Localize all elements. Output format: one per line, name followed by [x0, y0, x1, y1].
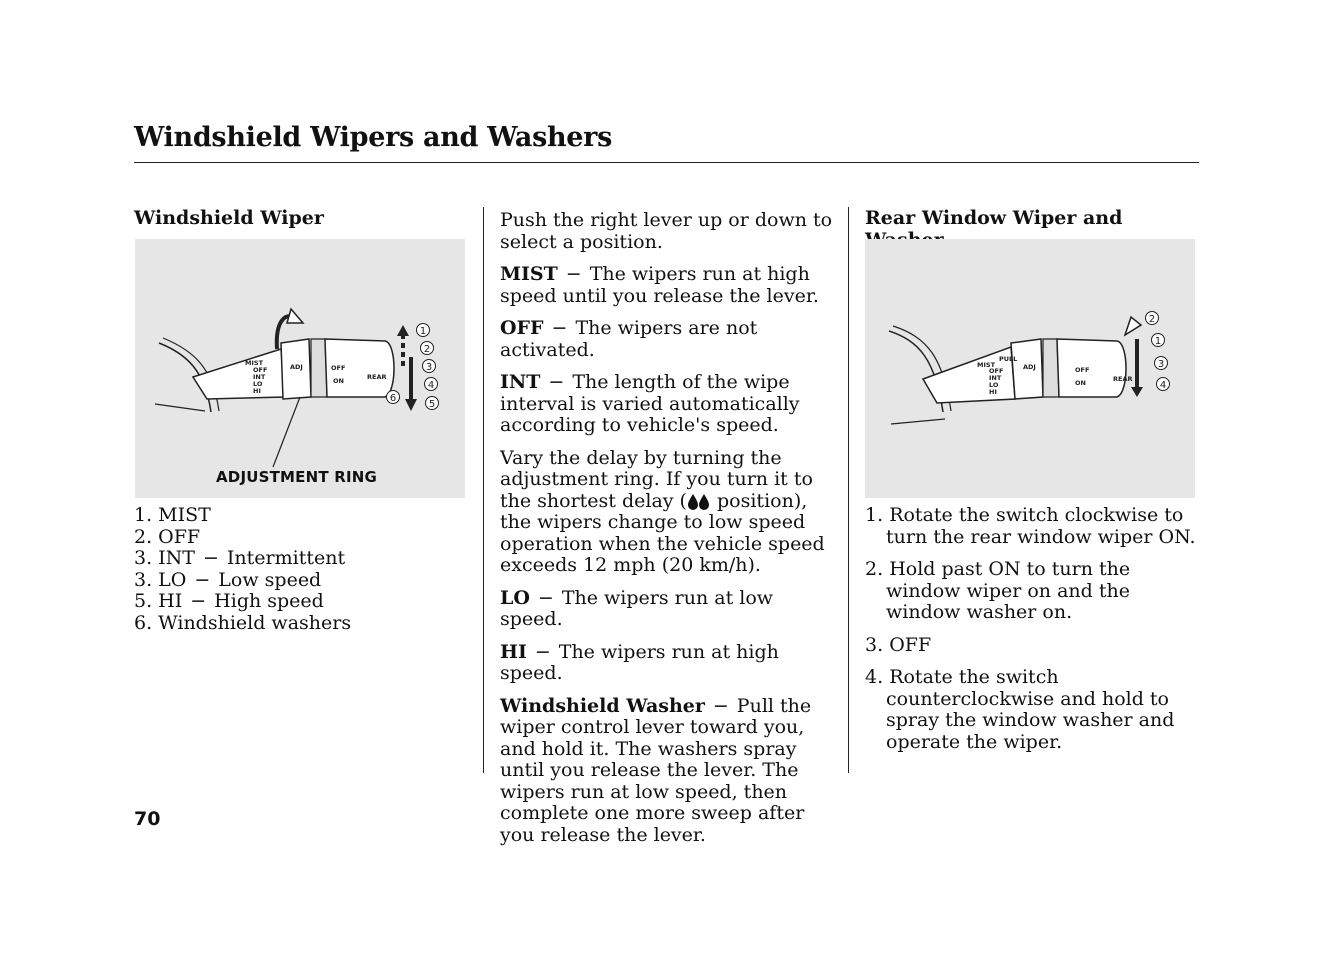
rear-callout-1: 1: [1154, 336, 1162, 347]
rear-lever-label-mist: MIST: [977, 361, 996, 369]
rear-lever-label-pull: PULL: [999, 355, 1018, 363]
rear-lever-label-adj: ADJ: [1023, 363, 1036, 371]
wiper-lever-illustration: [135, 239, 465, 498]
rear-wiper-figure: [865, 239, 1195, 498]
callout-6: 6: [389, 393, 397, 404]
lever-label-off: OFF: [253, 366, 268, 374]
adjustment-ring-label: ADJUSTMENT RING: [216, 468, 378, 486]
windshield-wiper-heading: Windshield Wiper: [134, 207, 324, 229]
lever-label-mist: MIST: [245, 359, 264, 367]
rear-lever-label-lo: LO: [989, 381, 999, 389]
rear-lever-label-off: OFF: [989, 367, 1004, 375]
rear-callout-4: 4: [1159, 380, 1167, 391]
hi-paragraph: HI − The wipers run at high speed.: [500, 640, 779, 684]
lo-paragraph: LO − The wipers run at low speed.: [500, 586, 774, 630]
rear-wiper-list: [865, 505, 1200, 764]
list-item: 3. LO − Low speed: [134, 568, 322, 591]
lever-label-int: INT: [253, 373, 266, 381]
rear-lever-label-off-2: OFF: [1075, 366, 1090, 374]
rear-wiper-heading: Rear Window Wiper and: [865, 207, 1123, 229]
callout-2: 2: [423, 344, 431, 355]
list-item: 2. Hold past ON to turn the window wiper on and the window washer on.: [865, 558, 1131, 623]
rear-lever-label-on: ON: [1075, 379, 1086, 387]
rear-lever-label-rear: REAR: [1113, 375, 1133, 383]
list-item: 1. MIST: [134, 504, 211, 526]
int-paragraph: INT − The length of the wipe interval is varied automatically according to vehicle's speed.: [500, 371, 800, 436]
left-column: [134, 208, 469, 241]
windshield-wiper-list: [134, 505, 469, 634]
lever-label-hi: HI: [253, 387, 261, 395]
vary-paragraph: Vary the delay by turning the adjustment ring. If you turn it to the shortest delay ( position), the wipers change to low speed operation when the vehicle speed exceeds 12 mph (20 km/h).: [500, 446, 825, 576]
rear-callout-2: 2: [1148, 314, 1156, 325]
title-rule: [134, 162, 1199, 163]
list-item: 5. HI − High speed: [134, 590, 324, 612]
off-paragraph: OFF − The wipers are not activated.: [500, 317, 758, 361]
middle-column: [500, 210, 836, 857]
windshield-wiper-figure: [135, 239, 465, 498]
lever-label-rear: REAR: [367, 373, 387, 381]
washer-paragraph: Windshield Washer − Pull the wiper control lever toward you, and hold it. The washers spray until you release the lever. The wipers run at low speed, then complete one more sweep after you release the lever.: [500, 694, 812, 846]
list-item: 3. INT − Intermittent: [134, 547, 346, 569]
rear-lever-label-int: INT: [989, 374, 1002, 382]
column-divider-1: [483, 207, 484, 773]
callout-5: 5: [428, 399, 436, 410]
callout-1: 1: [419, 326, 427, 337]
shortest-delay-icon: [687, 492, 711, 510]
list-item: 3. OFF: [865, 633, 932, 656]
page-title: Windshield Wipers and Washers: [134, 122, 613, 153]
list-item: 2. OFF: [134, 525, 201, 548]
rear-wiper-lever-illustration: [865, 239, 1195, 498]
list-item: 4. Rotate the switch counterclockwise and hold to spray the window washer and operate the wiper.: [865, 666, 1175, 753]
mist-paragraph: MIST − The wipers run at high speed until you release the lever.: [500, 263, 819, 307]
column-divider-2: [848, 207, 849, 773]
rear-callout-3: 3: [1157, 359, 1165, 370]
callout-4: 4: [427, 380, 435, 391]
list-item: 1. Rotate the switch clockwise to turn the rear window wiper ON.: [865, 504, 1196, 548]
intro-paragraph: Push the right lever up or down to select a position.: [500, 209, 833, 253]
list-item: 6. Windshield washers: [134, 611, 352, 634]
rear-lever-label-hi: HI: [989, 388, 997, 396]
lever-label-on: ON: [333, 377, 344, 385]
lever-label-off-2: OFF: [331, 364, 346, 372]
page-number: 70: [134, 808, 161, 830]
callout-3: 3: [425, 362, 433, 373]
lever-label-adj: ADJ: [290, 363, 303, 371]
lever-label-lo: LO: [253, 380, 263, 388]
